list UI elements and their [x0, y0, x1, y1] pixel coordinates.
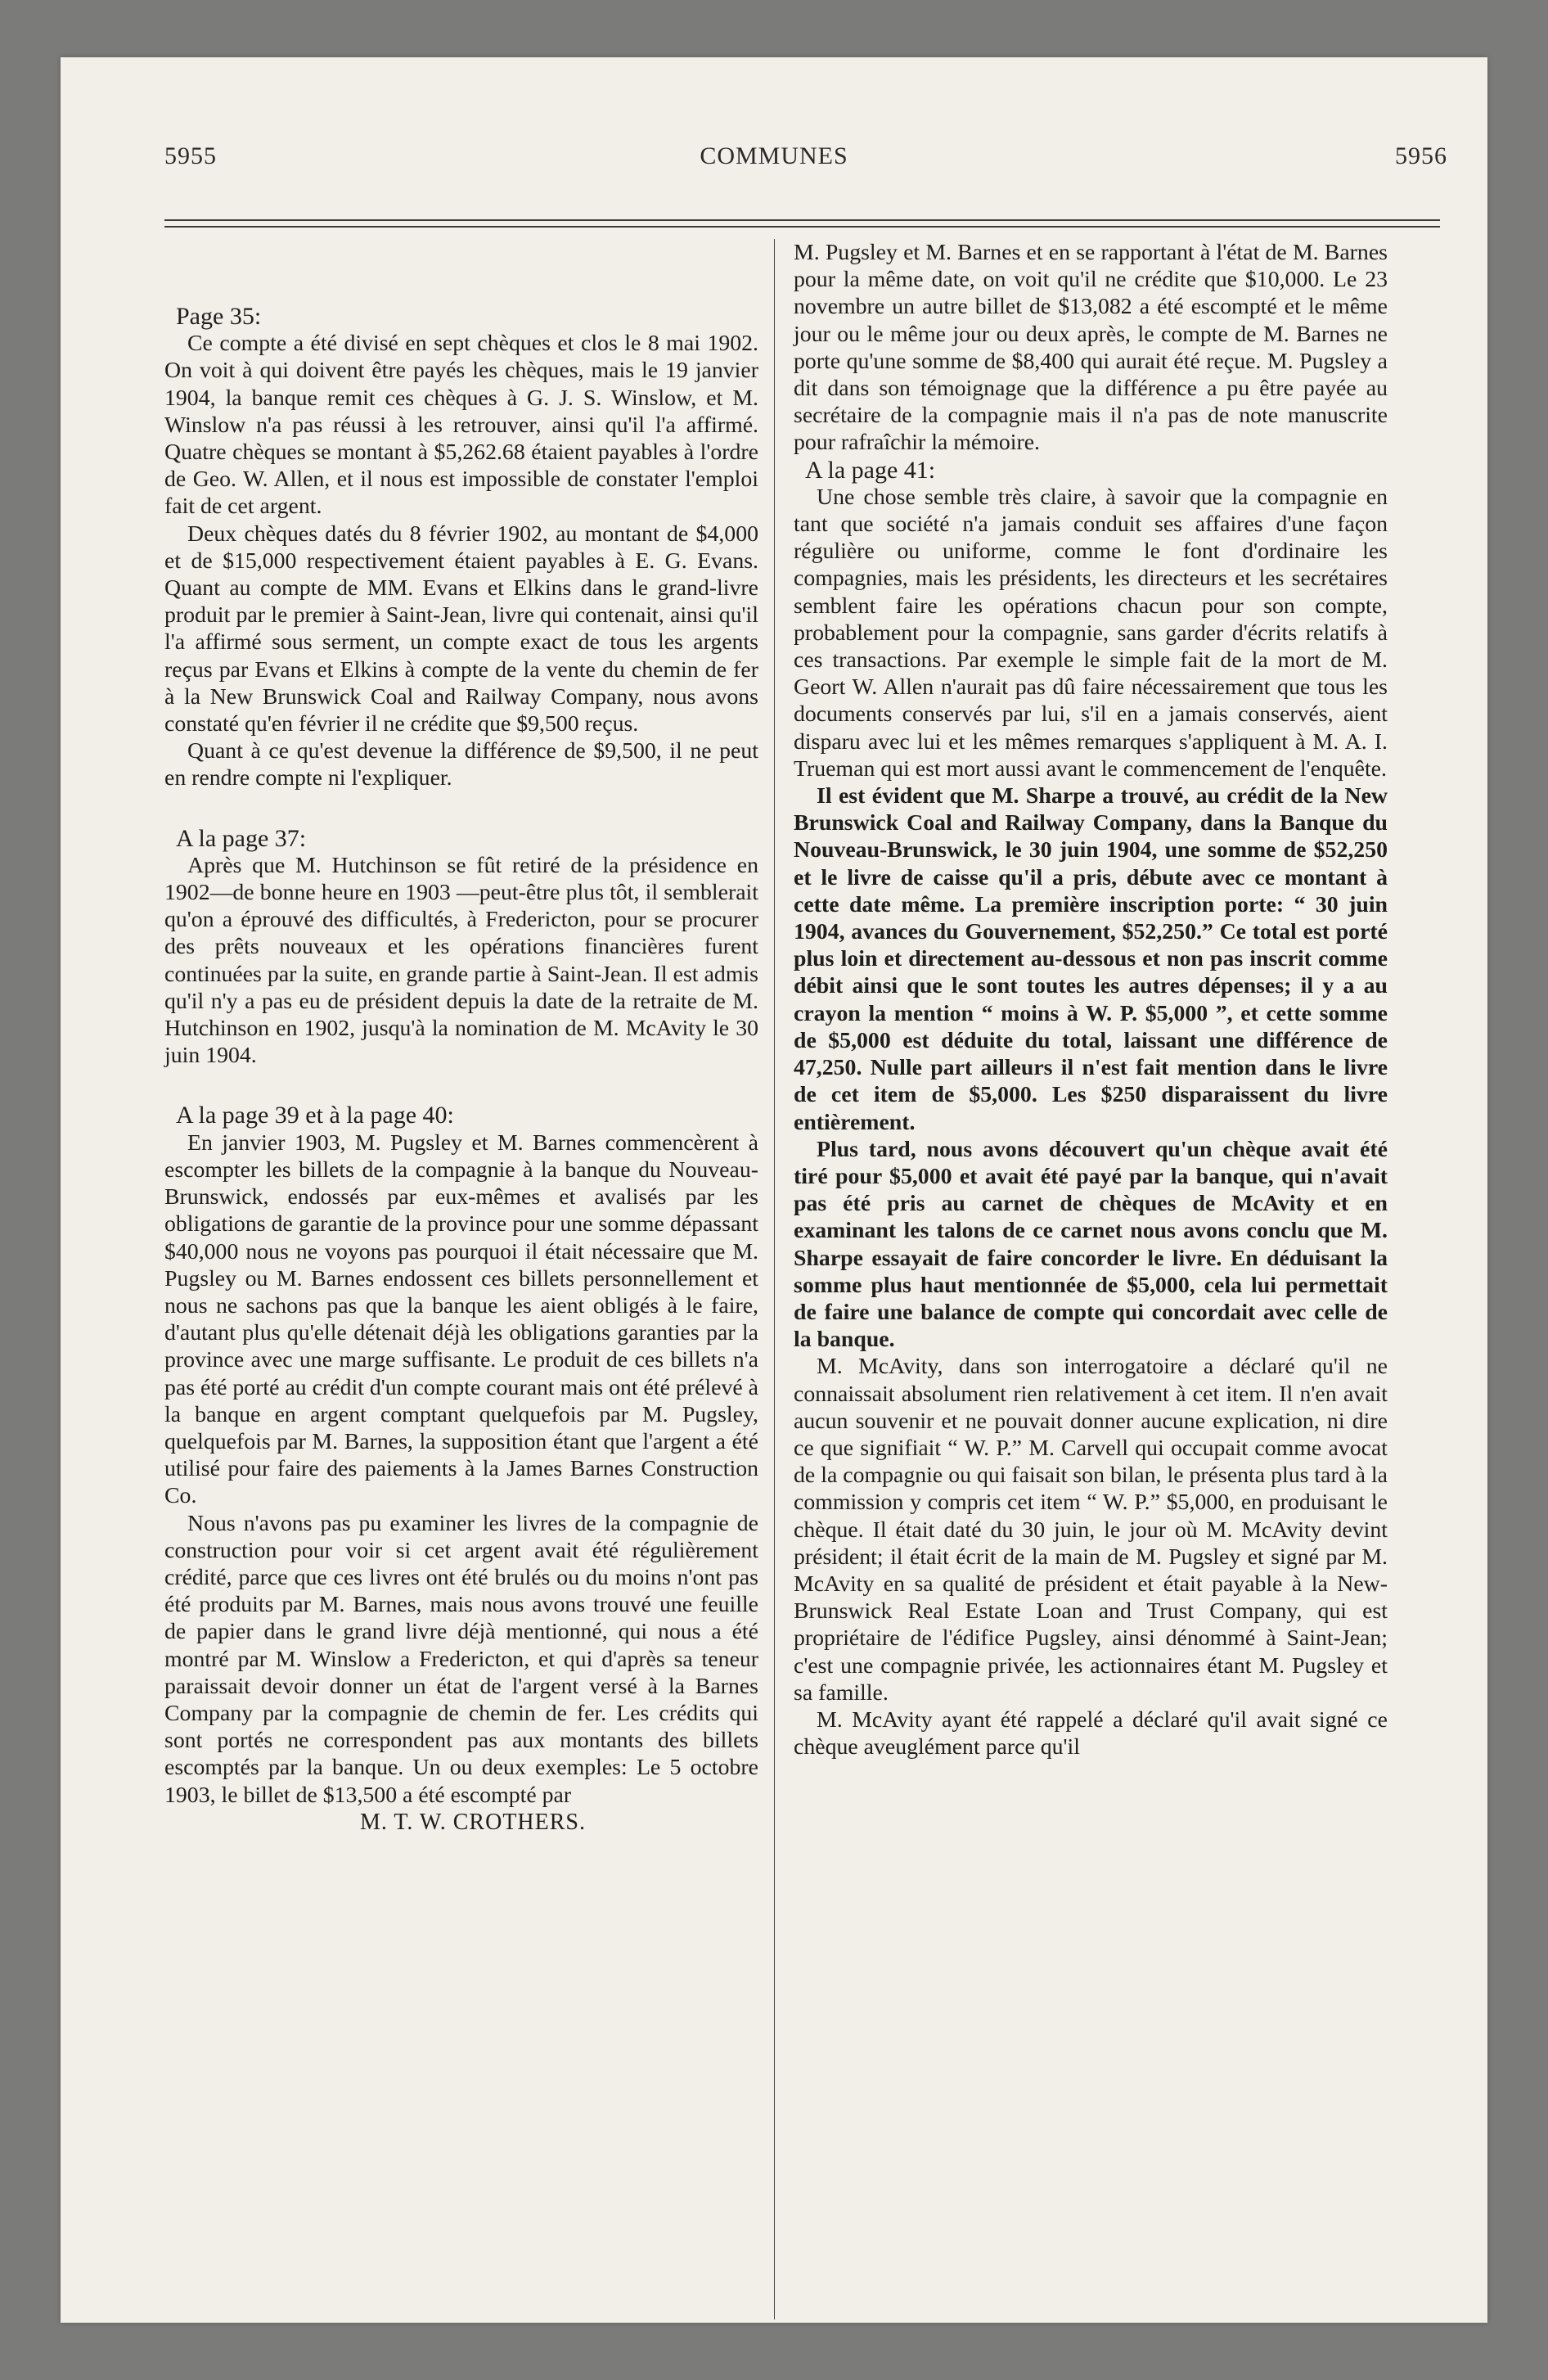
section-heading: Page 35: [176, 303, 262, 330]
section-heading: A la page 41: [805, 456, 936, 484]
section-heading: A la page 37: [176, 824, 307, 852]
document-page [61, 57, 1487, 2323]
paragraph: M. McAvity, dans son interrogatoire a déclaré qu'il ne connaissait absolument rien relativement à cet item. Il n'en avait aucun souvenir et ne pouvait donner aucune explication, ni dire ce que signifiait “ W. P.” M. Carvell qui occupait comme avocat de la compagnie ou qui faisait son bilan, le présenta plus tard à la commission y compris cet item “ W. P.” $5,000, en produisant le chèque. Il était daté du 30 juin, le jour où M. McAvity devint président; il était écrit de la main de M. Pugsley et signé par M. McAvity en sa qualité de président et était payable à la New-Brunswick Real Estate Loan and Trust Company, qui est propriétaire de l'édifice Pugsley, ainsi dénommé à Saint-Jean; c'est une compagnie privée, les actionnaires étant M. Pugsley et sa famille. [794, 1354, 1388, 1706]
section-heading: A la page 39 et à la page 40: [176, 1102, 454, 1129]
running-title: COMMUNES [700, 142, 848, 169]
paragraph: Quant à ce qu'est devenue la différence de $9,500, il ne peut en rendre compte ni l'expliquer. [164, 738, 758, 791]
paragraph: Une chose semble très claire, à savoir que la compagnie en tant que société n'a jamais conduit ses affaires d'une façon régulière ou uniforme, comme le font d'ordinaire les compagnies, mais les présidents, les directeurs et les secrétaires semblent faire les opérations chacun pour son compte, probablement pour la compagnie, sans garder d'écrits relatifs à ces transactions. Par exemple le simple fait de la mort de M. Geort W. Allen n'aurait pas dû faire nécessairement que tous les documents conservés par lui, s'il en a jamais conservés, aient disparu avec lui et les mêmes remarques s'appliquent à M. A. I. Trueman qui est mort aussi avant le commencement de l'enquête. [794, 484, 1388, 782]
paragraph: Deux chèques datés du 8 février 1902, au montant de $4,000 et de $15,000 respectivement étaient payables à E. G. Evans. Quant au compte de MM. Evans et Elkins dans le grand-livre produit par le premier à Saint-Jean, livre qui contenait, ainsi qu'il l'a affirmé sous serment, un compte exact de tous les argents reçus par Evans et Elkins à compte de la vente du chemin de fer à la New Brunswick Coal and Railway Company, nous avons constaté qu'en février il ne crédite que $9,500 reçus. [164, 521, 758, 737]
header-rule-second [164, 226, 1440, 228]
page-number-right: 5956 [1395, 142, 1447, 169]
page-number-left: 5955 [164, 142, 217, 169]
paragraph-bold: Il est évident que M. Sharpe a trouvé, au crédit de la New Brunswick Coal and Railway Company, dans la Banque du Nouveau-Brunswick, le 30 juin 1904, une somme de $52,250 et le livre de caisse qu'il a pris, débute avec ce montant à cette date même. La première inscription porte: “ 30 juin 1904, avances du Gouvernement, $52,250.” Ce total est porté plus loin et directement au-dessous et non pas inscrit comme débit ainsi que le sont toutes les autres dépenses; il y a au crayon la mention “ moins à W. P. $5,000 ”, et cette somme de $5,000 est déduite du total, laissant une différence de 47,250. Nulle part ailleurs il n'est fait mention dans le livre de cet item de $5,000. Les $250 disparaissent du livre entièrement. [794, 783, 1388, 1135]
paragraph: M. McAvity ayant été rappelé a déclaré qu'il avait signé ce chèque aveuglément parce qu'il [794, 1706, 1388, 1760]
column-divider [774, 239, 775, 2319]
paragraph: Nous n'avons pas pu examiner les livres de la compagnie de construction pour voir si cet argent avait été régulièrement crédité, parce que ces livres ont été brulés ou du moins n'ont pas été produits par M. Barnes, mais nous avons trouvé une feuille de papier dans le grand livre déjà mentionné, qui nous a été montré par M. Winslow a Fredericton, et qui d'après sa teneur paraissait devoir donner un état de l'argent versé à la Barnes Company par la compagnie de chemin de fer. Les crédits qui sont portés ne correspondent pas aux montants des billets escomptés par la banque. Un ou deux exemples: Le 5 octobre 1903, le billet de $13,500 a été escompté par [164, 1510, 758, 1808]
paragraph: Ce compte a été divisé en sept chèques et clos le 8 mai 1902. On voit à qui doivent être payés les chèques, mais le 19 janvier 1904, la banque remit ces chèques à G. J. S. Winslow, et M. Winslow n'a pas réussi à les retrouver, ainsi qu'il l'a affirmé. Quatre chèques se montant à $5,262.68 étaient payables à l'ordre de Geo. W. Allen, et il nous est impossible de constater l'emploi fait de cet argent. [164, 331, 758, 520]
paragraph: M. Pugsley et M. Barnes et en se rapportant à l'état de M. Barnes pour la même date, on voit qu'il ne crédite que $10,000. Le 23 novembre un autre billet de $13,082 a été escompté et le même jour ou le même jour ou deux après, le compte de M. Barnes ne porte qu'une somme de $8,400 qui aurait été reçue. M. Pugsley a dit dans son témoignage que la différence a pu être payée au secrétaire de la compagnie mais il n'a pas de note manuscrite pour rafraîchir la mémoire. [794, 240, 1388, 456]
right-column [794, 239, 1388, 1760]
paragraph-bold: Plus tard, nous avons découvert qu'un chèque avait été tiré pour $5,000 et avait été payé par la banque, qui n'avait pas été pris au carnet de chèques de McAvity et en examinant les talons de ce carnet nous avons conclu que M. Sharpe essayait de faire concorder le livre. En déduisant la somme plus haut mentionnée de $5,000, cela lui permettait de faire une balance de compte qui concordait avec celle de la banque. [794, 1136, 1388, 1353]
signature: M. T. W. CROTHERS. [359, 1809, 586, 1835]
paragraph: En janvier 1903, M. Pugsley et M. Barnes commencèrent à escompter les billets de la compagnie à la banque du Nouveau-Brunswick, endossés par eux-mêmes et avalisés par les obligations de garantie de la province pour une somme dépassant $40,000 nous ne voyons pas pourquoi il était nécessaire que M. Pugsley ou M. Barnes endossent ces billets personnellement et nous ne sachons pas que la banque les aient obligés à le faire, d'autant plus qu'elle détenait déjà les obligations garanties par la province avec une marge suffisante. Le produit de ces billets n'a pas été porté au crédit d'un compte courant mais ont été prélevé à la banque en argent comptant quelquefois par M. Pugsley, quelquefois par M. Barnes, la supposition étant que l'argent a été utilisé pour faire des paiements à la James Barnes Construction Co. [164, 1129, 758, 1509]
left-column [164, 303, 758, 1836]
paragraph: Après que M. Hutchinson se fût retiré de la présidence en 1902—de bonne heure en 1903 —peut-être plus tôt, il semblerait qu'on a éprouvé des difficultés, à Fredericton, pour se procurer des prêts nouveaux et les opérations financières furent continuées par la suite, en grande partie à Saint-Jean. Il est admis qu'il n'y a pas eu de président depuis la date de la retraite de M. Hutchinson en 1902, jusqu'à la nomination de M. McAvity le 30 juin 1904. [164, 852, 758, 1069]
header-rule [164, 219, 1440, 221]
